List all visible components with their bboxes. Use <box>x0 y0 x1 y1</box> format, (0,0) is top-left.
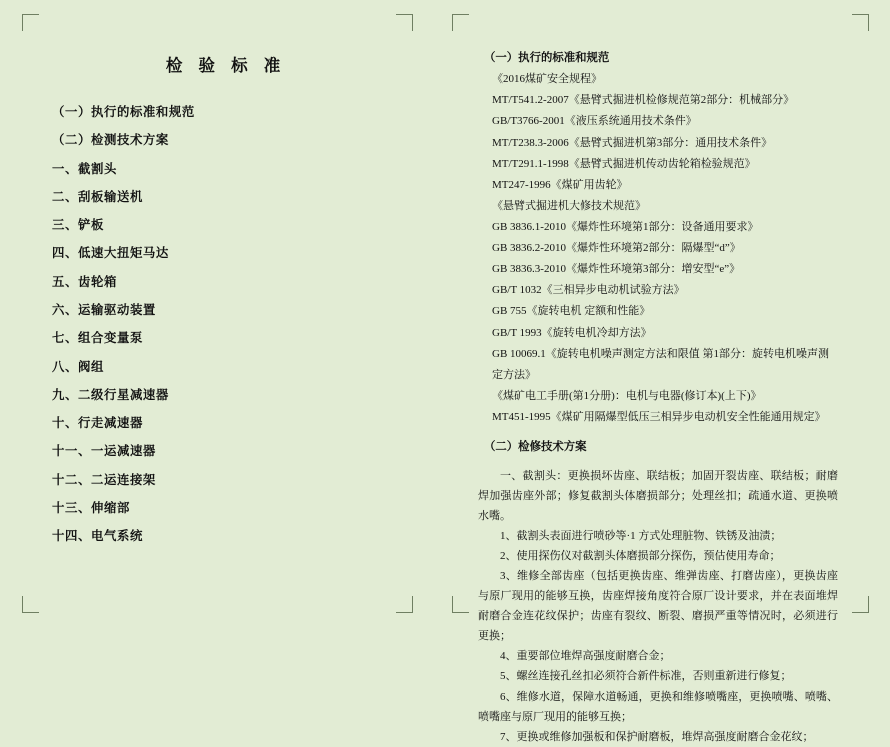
toc-item-7: 六、运输驱动装置 <box>52 302 156 317</box>
crop-mark-bottom-right <box>396 596 413 613</box>
paragraph-4: 4、重要部位堆焊高强度耐磨合金； <box>500 650 671 663</box>
toc-item-8: 七、组合变量泵 <box>52 331 143 346</box>
page-title: 检 验 标 准 <box>165 56 287 75</box>
crop-mark-bottom-left-2 <box>452 596 469 613</box>
crop-mark-top-left <box>22 14 39 31</box>
toc-item-1: （二）检测技术方案 <box>52 133 169 148</box>
paragraph-7: 7、更换或维修加强板和保护耐磨板，堆焊高强度耐磨合金花纹； <box>500 730 814 743</box>
section-heading-standards: （一）执行的标准和规范 <box>484 52 610 64</box>
toc-item-0: （一）执行的标准和规范 <box>52 105 195 119</box>
toc-item-3: 二、刮板输送机 <box>52 189 143 204</box>
toc-item-6: 五、齿轮箱 <box>52 274 117 289</box>
toc-item-4: 三、铲板 <box>52 218 104 233</box>
standard-item-7: GB 3836.1-2010《爆炸性环境第1部分：设备通用要求》 <box>492 221 759 233</box>
toc-item-11: 十、行走减速器 <box>52 416 143 431</box>
paragraph-5: 5、螺丝连接孔丝扣必须符合新件标准，否则重新进行修复； <box>500 670 792 683</box>
toc-item-13: 十二、二运连接架 <box>52 472 156 487</box>
paragraph-3: 3、维修全部齿座（包括更换齿座、维弹齿座、打磨齿座），更换齿座与原厂现用的能够互换，齿座焊接角度符合原厂设计要求，并在表面堆焊耐磨合金连花纹保护；齿座有裂纹、断裂、磨损严重等情况时，必须进行更换； <box>478 570 838 643</box>
standard-item-5: MT247-1996《煤矿用齿轮》 <box>492 178 628 191</box>
standard-item-4: MT/T291.1-1998《悬臂式掘进机传动齿轮箱检验规范》 <box>492 157 756 170</box>
standard-item-11: GB 755《旋转电机 定额和性能》 <box>492 305 651 318</box>
standard-item-0: 《2016煤矿安全规程》 <box>492 73 602 86</box>
paragraph-0: 一、截割头：更换损坏齿座、联结板；加固开裂齿座、联结板；耐磨焊加强齿座外部；修复截割头体磨损部分；处理丝扣；疏通水道、更换喷水嘴。 <box>478 470 838 523</box>
toc-item-15: 十四、电气系统 <box>52 529 143 544</box>
standard-item-13: GB 10069.1《旋转电机噪声测定方法和限值 第1部分：旋转电机噪声测定方法》 <box>492 347 830 381</box>
standard-item-9: GB 3836.3-2010《爆炸性环境第3部分：增安型“e”》 <box>492 263 741 276</box>
paragraph-1: 1、截割头表面进行喷砂等·1 方式处理脏物、铁锈及油渍； <box>500 530 782 543</box>
crop-mark-top-right-2 <box>852 14 869 31</box>
standard-item-2: GB/T3766-2001《液压系统通用技术条件》 <box>492 115 697 128</box>
paragraph-2: 2、使用探伤仪对截割头体磨损部分探伤，预估使用寿命； <box>500 550 781 563</box>
crop-mark-bottom-left <box>22 596 39 613</box>
toc-item-5: 四、低速大扭矩马达 <box>52 246 169 261</box>
standard-item-6: 《悬臂式掘进机大修技术规范》 <box>492 199 646 212</box>
standard-item-15: MT451-1995《煤矿用隔爆型低压三相异步电动机安全性能通用规定》 <box>492 410 826 423</box>
crop-mark-bottom-right-2 <box>852 596 869 613</box>
standard-item-10: GB/T 1032《三相异步电动机试验方法》 <box>492 284 685 297</box>
crop-mark-top-right <box>396 14 413 31</box>
standard-item-1: MT/T541.2-2007《悬臂式掘进机检修规范第2部分：机械部分》 <box>492 94 795 107</box>
toc-item-14: 十三、伸缩部 <box>52 500 130 515</box>
toc-item-10: 九、二级行星减速器 <box>52 387 169 402</box>
toc-item-9: 八、阀组 <box>52 359 104 374</box>
standard-item-3: MT/T238.3-2006《悬臂式掘进机第3部分：通用技术条件》 <box>492 136 773 149</box>
right-page-column <box>470 34 838 743</box>
section-heading-technical-plan: （二）检修技术方案 <box>484 441 587 454</box>
toc-item-12: 十一、一运减速器 <box>52 444 156 459</box>
standard-item-8: GB 3836.2-2010《爆炸性环境第2部分：隔爆型“d”》 <box>492 242 741 255</box>
crop-mark-top-left-2 <box>452 14 469 31</box>
toc-item-2: 一、截割头 <box>52 161 117 176</box>
standard-item-12: GB/T 1993《旋转电机冷却方法》 <box>492 326 652 339</box>
paragraph-6: 6、维修水道，保障水道畅通，更换和维修喷嘴座，更换喷嘴、喷嘴、喷嘴座与原厂现用的能够互换； <box>478 690 838 723</box>
left-page-column <box>42 34 410 594</box>
standard-item-14: 《煤矿电工手册(第1分册)：电机与电器(修订本)(上下)》 <box>492 389 762 402</box>
